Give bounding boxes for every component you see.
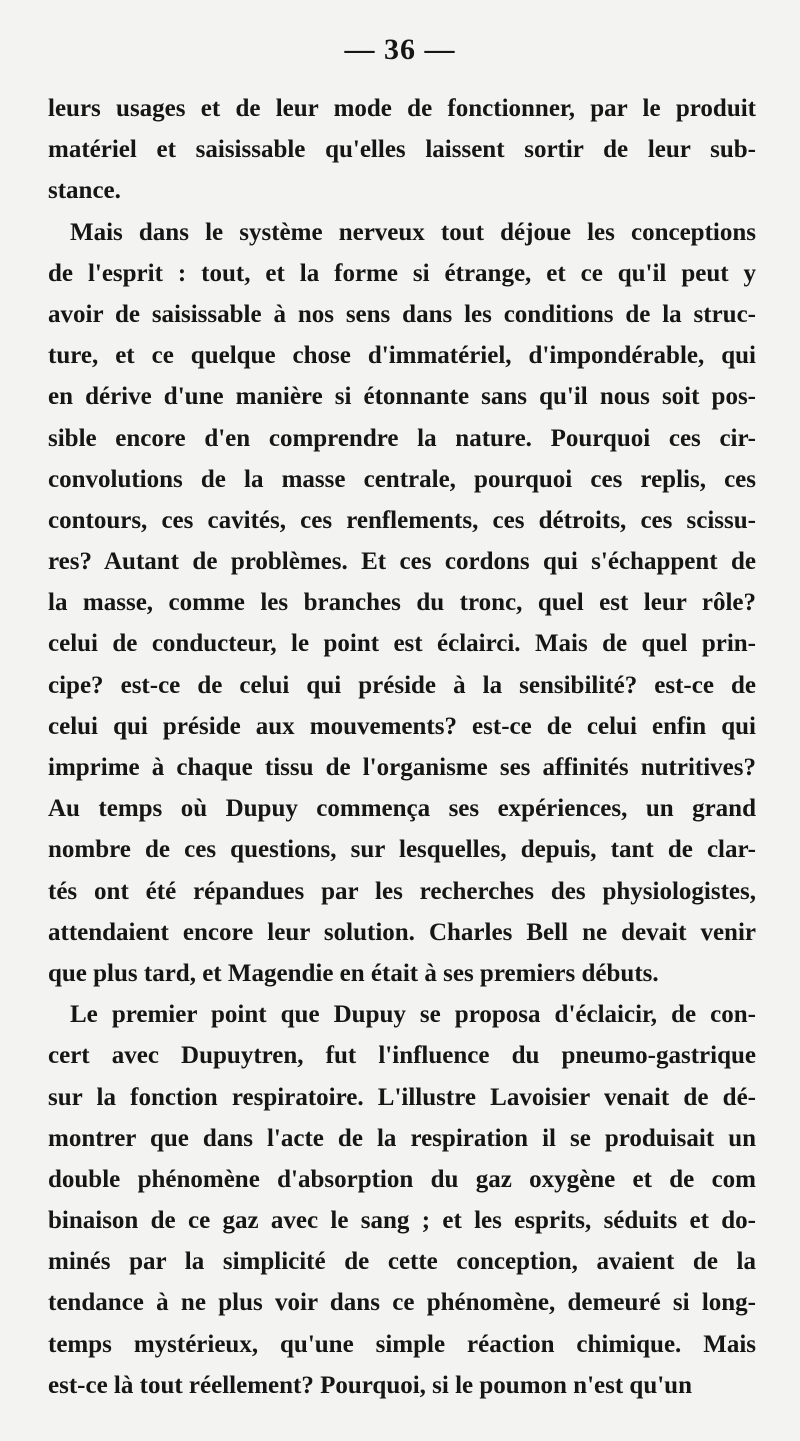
text-line: convolutions de la masse centrale, pourquoi ces replis, ces bbox=[48, 465, 756, 493]
paragraph bbox=[48, 994, 756, 1406]
text-line: que plus tard, et Magendie en était à ses premiers débuts. bbox=[48, 959, 659, 987]
text-line: tendance à ne plus voir dans ce phénomène, demeuré si long- bbox=[48, 1289, 756, 1317]
text-line: cert avec Dupuytren, fut l'influence du pneumo-gastrique bbox=[48, 1042, 756, 1070]
text-line: imprime à chaque tissu de l'organisme ses affinités nutritives? bbox=[48, 754, 756, 781]
text-line: sible encore d'en comprendre la nature. Pourquoi ces cir- bbox=[48, 424, 756, 452]
text-line: matériel et saisissable qu'elles laissent sortir de leur sub- bbox=[48, 136, 756, 164]
text-line: res? Autant de problèmes. Et ces cordons qui s'échappent de bbox=[48, 548, 756, 576]
text-line: de l'esprit : tout, et la forme si étrange, et ce qu'il peut y bbox=[48, 259, 756, 287]
text-line: stance. bbox=[48, 177, 121, 205]
text-line: celui qui préside aux mouvements? est-ce de celui enfin qui bbox=[48, 712, 756, 740]
paragraph bbox=[48, 88, 756, 212]
text-line: tés ont été répandues par les recherches des physiologistes, bbox=[48, 877, 756, 905]
text-line: binaison de ce gaz avec le sang ; et les esprits, séduits et do- bbox=[48, 1207, 756, 1235]
text-line: en dérive d'une manière si étonnante sans qu'il nous soit pos- bbox=[48, 383, 756, 411]
text-line: nombre de ces questions, sur lesquelles, depuis, tant de clar- bbox=[48, 836, 756, 864]
text-line: ture, et ce quelque chose d'immatériel, d'impondérable, qui bbox=[48, 342, 756, 370]
text-line: contours, ces cavités, ces renflements, ces détroits, ces scissu- bbox=[48, 506, 756, 534]
paragraph bbox=[48, 212, 756, 995]
text-line: temps mystérieux, qu'une simple réaction chimique. Mais bbox=[48, 1330, 756, 1358]
text-line: Au temps où Dupuy commença ses expériences, un grand bbox=[48, 795, 756, 823]
text-line: Mais dans le système nerveux tout déjoue les conceptions bbox=[70, 218, 756, 246]
text-line: avoir de saisissable à nos sens dans les conditions de la struc- bbox=[48, 300, 756, 328]
text-line: montrer que dans l'acte de la respiration il se produisait un bbox=[48, 1124, 756, 1152]
text-line: la masse, comme les branches du tronc, quel est leur rôle? bbox=[48, 589, 756, 617]
body-text bbox=[48, 88, 756, 1406]
text-line: double phénomène d'absorption du gaz oxygène et de com bbox=[48, 1165, 756, 1193]
text-line: Le premier point que Dupuy se proposa d'éclaicir, de con- bbox=[70, 1001, 756, 1029]
text-line: celui de conducteur, le point est éclairci. Mais de quel prin- bbox=[48, 630, 756, 658]
text-line: sur la fonction respiratoire. L'illustre Lavoisier venait de dé- bbox=[48, 1083, 756, 1111]
text-line: cipe? est-ce de celui qui préside à la sensibilité? est-ce de bbox=[48, 671, 756, 699]
text-line: est-ce là tout réellement? Pourquoi, si le poumon n'est qu'un bbox=[48, 1371, 692, 1399]
text-line: minés par la simplicité de cette conception, avaient de la bbox=[48, 1248, 756, 1276]
text-line: leurs usages et de leur mode de fonctionner, par le produit bbox=[48, 95, 756, 122]
text-line: attendaient encore leur solution. Charles Bell ne devait venir bbox=[48, 918, 756, 946]
page-number: — 36 — bbox=[344, 33, 456, 66]
